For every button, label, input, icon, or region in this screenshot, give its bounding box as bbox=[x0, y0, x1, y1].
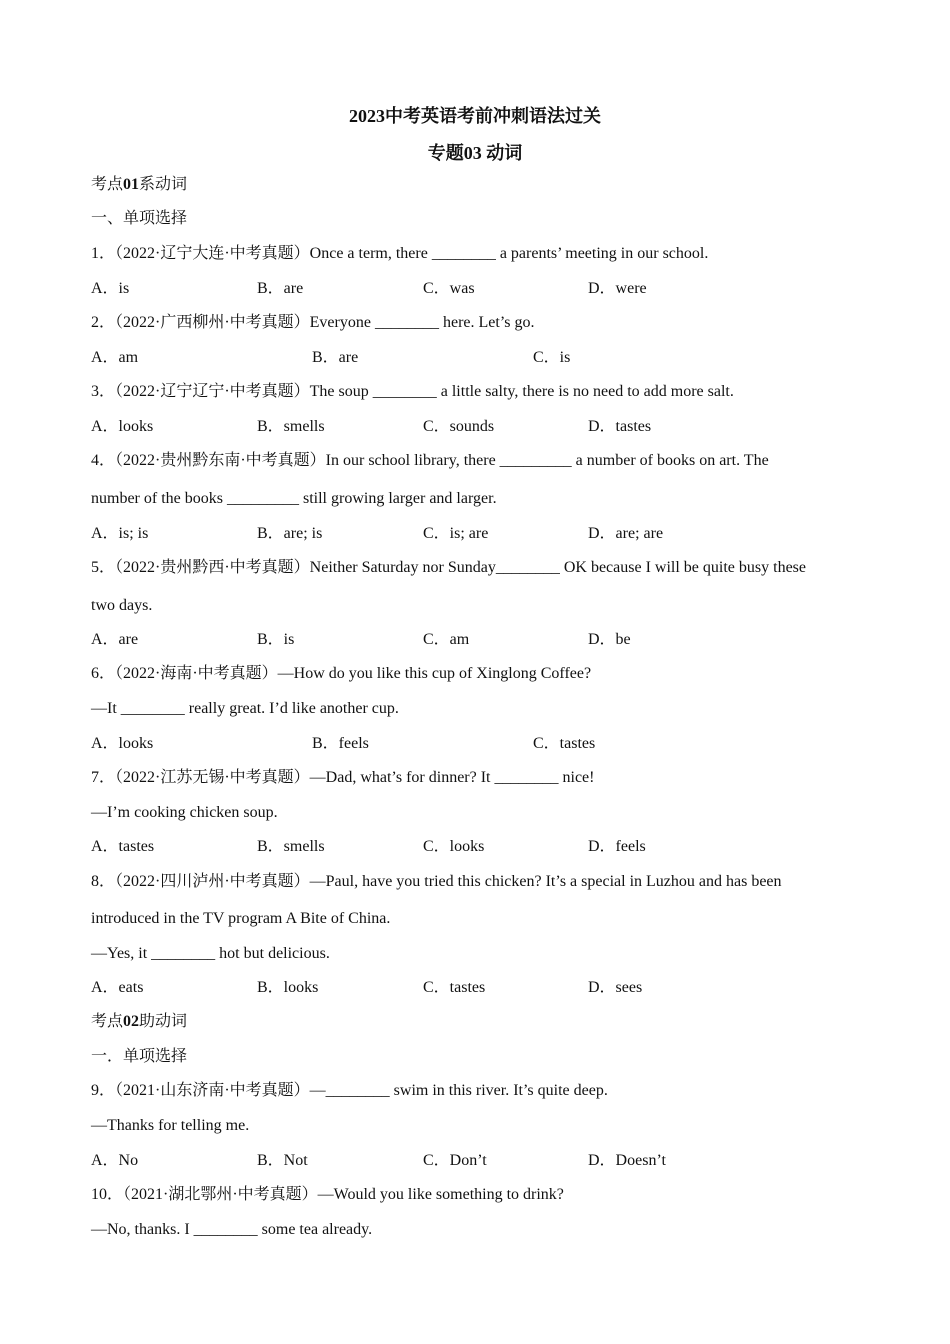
question-8-line-2: introduced in the TV program A Bite of China. bbox=[91, 910, 391, 927]
q3-option-b: B．smells bbox=[257, 418, 325, 435]
question-4-line-1: 4．（2022·贵州黔东南·中考真题）In our school library, there _________ a number of books on art. The bbox=[91, 452, 769, 469]
q3-option-d: D．tastes bbox=[588, 418, 652, 435]
q9-option-d: D．Doesn’t bbox=[588, 1152, 666, 1169]
q5-option-a: A．are bbox=[91, 631, 139, 648]
section-heading-2 bbox=[91, 1012, 187, 1032]
question-4-line-2: number of the books _________ still growing larger and larger. bbox=[91, 490, 497, 507]
q9-option-c: C．Don’t bbox=[423, 1152, 487, 1169]
question-2: 2．（2022·广西柳州·中考真题）Everyone ________ here. Let’s go. bbox=[91, 314, 535, 331]
q3-option-c: C．sounds bbox=[423, 418, 495, 435]
q4-option-a: A．is; is bbox=[91, 525, 149, 542]
q1-option-c: C．was bbox=[423, 280, 475, 297]
section-name: 系动词 bbox=[139, 176, 188, 193]
q7-option-d: D．feels bbox=[588, 838, 646, 855]
question-3: 3．（2022·辽宁辽宁·中考真题）The soup ________ a little salty, there is no need to add more salt. bbox=[91, 383, 734, 400]
question-10-line-2: —No, thanks. I ________ some tea already. bbox=[91, 1221, 373, 1238]
q9-option-a: A．No bbox=[91, 1152, 139, 1169]
question-10-line-1: 10．（2021·湖北鄂州·中考真题）—Would you like something to drink? bbox=[91, 1186, 564, 1203]
q6-option-a: A．looks bbox=[91, 735, 154, 752]
q2-option-b: B．are bbox=[312, 349, 359, 366]
section-prefix: 考点 bbox=[91, 1013, 124, 1030]
q7-option-c: C．looks bbox=[423, 838, 485, 855]
question-5-line-1: 5．（2022·贵州黔西·中考真题）Neither Saturday nor Sunday________ OK because I will be quite busy these bbox=[91, 559, 806, 576]
q4-option-c: C．is; are bbox=[423, 525, 489, 542]
q1-option-b: B．are bbox=[257, 280, 304, 297]
q9-option-b: B．Not bbox=[257, 1152, 308, 1169]
question-6-line-2: —It ________ really great. I’d like another cup. bbox=[91, 700, 399, 717]
q4-option-d: D．are; are bbox=[588, 525, 664, 542]
document-subtitle: 专题03 动词 bbox=[427, 143, 523, 163]
part-heading-2: 一．单项选择 bbox=[91, 1048, 188, 1065]
q4-option-b: B．are; is bbox=[257, 525, 323, 542]
q8-option-c: C．tastes bbox=[423, 979, 486, 996]
q8-option-a: A．eats bbox=[91, 979, 144, 996]
q5-option-d: D．be bbox=[588, 631, 631, 648]
q5-option-b: B．is bbox=[257, 631, 295, 648]
section-number: 02 bbox=[123, 1013, 140, 1030]
q1-option-a: A．is bbox=[91, 280, 130, 297]
question-9-line-2: —Thanks for telling me. bbox=[91, 1117, 250, 1134]
q6-option-c: C．tastes bbox=[533, 735, 596, 752]
section-name: 助动词 bbox=[139, 1013, 188, 1030]
document-title: 2023中考英语考前冲刺语法过关 bbox=[349, 106, 601, 126]
q2-option-a: A．am bbox=[91, 349, 139, 366]
q3-option-a: A．looks bbox=[91, 418, 154, 435]
q1-option-d: D．were bbox=[588, 280, 647, 297]
question-7-line-1: 7．（2022·江苏无锡·中考真题）—Dad, what’s for dinner? It ________ nice! bbox=[91, 769, 595, 786]
section-prefix: 考点 bbox=[91, 176, 124, 193]
question-8-line-1: 8．（2022·四川泸州·中考真题）—Paul, have you tried this chicken? It’s a special in Luzhou and has been bbox=[91, 873, 782, 890]
question-1: 1．（2022·辽宁大连·中考真题）Once a term, there ________ a parents’ meeting in our school. bbox=[91, 245, 709, 262]
question-9-line-1: 9．（2021·山东济南·中考真题）—________ swim in this river. It’s quite deep. bbox=[91, 1082, 608, 1099]
q6-option-b: B．feels bbox=[312, 735, 369, 752]
question-7-line-2: —I’m cooking chicken soup. bbox=[91, 804, 278, 821]
question-8-line-3: —Yes, it ________ hot but delicious. bbox=[91, 945, 330, 962]
q2-option-c: C．is bbox=[533, 349, 571, 366]
q7-option-b: B．smells bbox=[257, 838, 325, 855]
q8-option-d: D．sees bbox=[588, 979, 643, 996]
part-heading-1: 一、单项选择 bbox=[91, 210, 188, 227]
q7-option-a: A．tastes bbox=[91, 838, 155, 855]
question-6-line-1: 6．（2022·海南·中考真题）—How do you like this cup of Xinglong Coffee? bbox=[91, 665, 592, 682]
section-heading-1 bbox=[91, 175, 187, 195]
q5-option-c: C．am bbox=[423, 631, 470, 648]
question-5-line-2: two days. bbox=[91, 597, 153, 614]
section-number: 01 bbox=[123, 176, 140, 193]
q8-option-b: B．looks bbox=[257, 979, 319, 996]
